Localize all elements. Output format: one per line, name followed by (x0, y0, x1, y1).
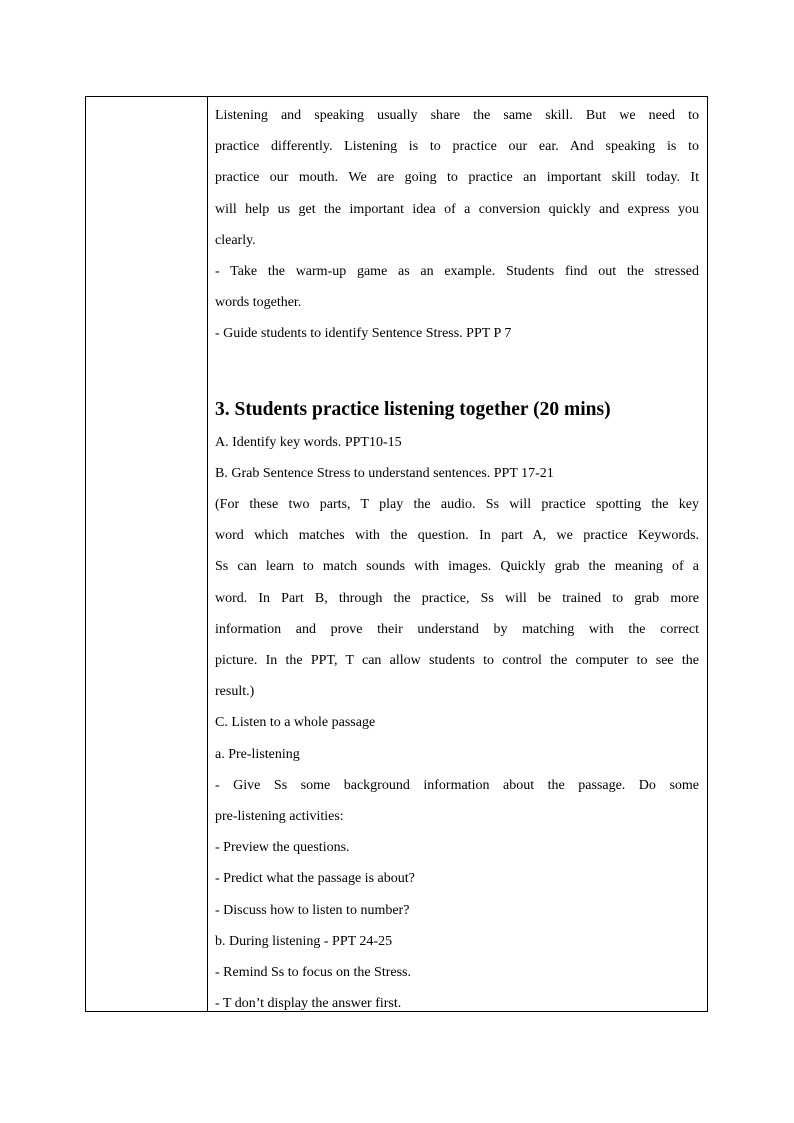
pre-listening-item: - Predict what the passage is about? (215, 871, 415, 887)
intro-line: Listening and speaking usually share the same skill. But we need to (215, 108, 699, 123)
item-b: B. Grab Sentence Stress to understand sentences. PPT 17-21 (215, 465, 554, 481)
note-line: result.) (215, 684, 255, 700)
note-line: word which matches with the question. In part A, we practice Keywords. (215, 528, 699, 544)
during-listening-item: - Remind Ss to focus on the Stress. (215, 965, 411, 981)
during-listening-item: - T don’t display the answer first. (215, 996, 402, 1012)
bullet-line: - Guide students to identify Sentence Stress. PPT P 7 (215, 326, 512, 342)
left-column-cell (86, 97, 208, 1011)
intro-line: practice our mouth. We are going to practice an important skill today. It (215, 170, 699, 186)
pre-listening-item: - Preview the questions. (215, 840, 350, 856)
note-line: picture. In the PPT, T can allow students to control the computer to see the (215, 653, 699, 669)
intro-line: clearly. (215, 232, 256, 248)
intro-line: practice differently. Listening is to practice our ear. And speaking is to (215, 139, 699, 155)
note-line: Ss can learn to match sounds with images. Quickly grab the meaning of a (215, 559, 699, 575)
pre-listening-item: - Discuss how to listen to number? (215, 902, 410, 918)
intro-line: will help us get the important idea of a conversion quickly and express you (215, 201, 699, 217)
pre-listening-line: pre-listening activities: (215, 809, 344, 825)
right-column-cell (208, 97, 707, 1011)
blank-line (215, 350, 699, 381)
pre-listening-line: - Give Ss some background information about the passage. Do some (215, 777, 699, 793)
note-line: (For these two parts, T play the audio. Ss will practice spotting the key (215, 497, 699, 513)
bullet-line: words together. (215, 295, 302, 311)
during-listening-heading: b. During listening - PPT 24-25 (215, 933, 393, 949)
bullet-line: - Take the warm-up game as an example. Students find out the stressed (215, 264, 699, 280)
pre-listening-heading: a. Pre-listening (215, 746, 300, 762)
item-a: A. Identify key words. PPT10-15 (215, 434, 402, 450)
note-line: word. In Part B, through the practice, Ss will be trained to grab more (215, 590, 699, 606)
note-line: information and prove their understand by matching with the correct (215, 621, 699, 637)
lesson-plan-table (85, 96, 708, 1012)
item-c: C. Listen to a whole passage (215, 715, 376, 731)
section-heading: 3. Students practice listening together (20 mins) (215, 398, 611, 420)
